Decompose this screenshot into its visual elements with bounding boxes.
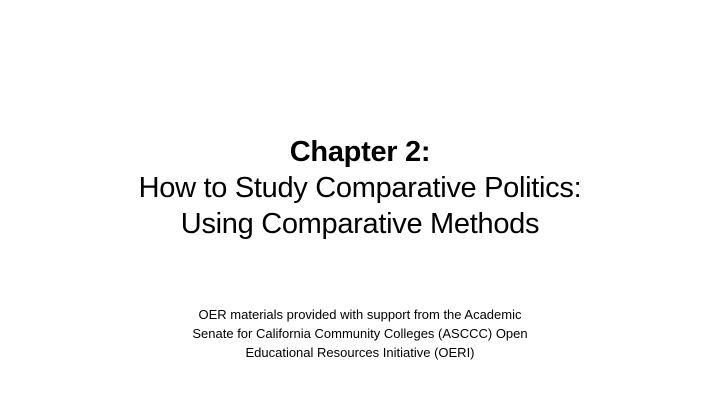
title-line-2: Using Comparative Methods	[180, 208, 540, 240]
subtitle-line-1: OER materials provided with support from the Academic	[198, 307, 522, 322]
subtitle-line-2: Senate for California Community Colleges (ASCCC) Open	[192, 326, 528, 341]
subtitle-line-3: Educational Resources Initiative (OERI)	[245, 345, 475, 360]
slide-title	[60, 134, 660, 242]
chapter-heading: Chapter 2:	[289, 136, 431, 168]
slide-subtitle	[110, 305, 610, 362]
title-line-1: How to Study Comparative Politics:	[138, 172, 582, 204]
